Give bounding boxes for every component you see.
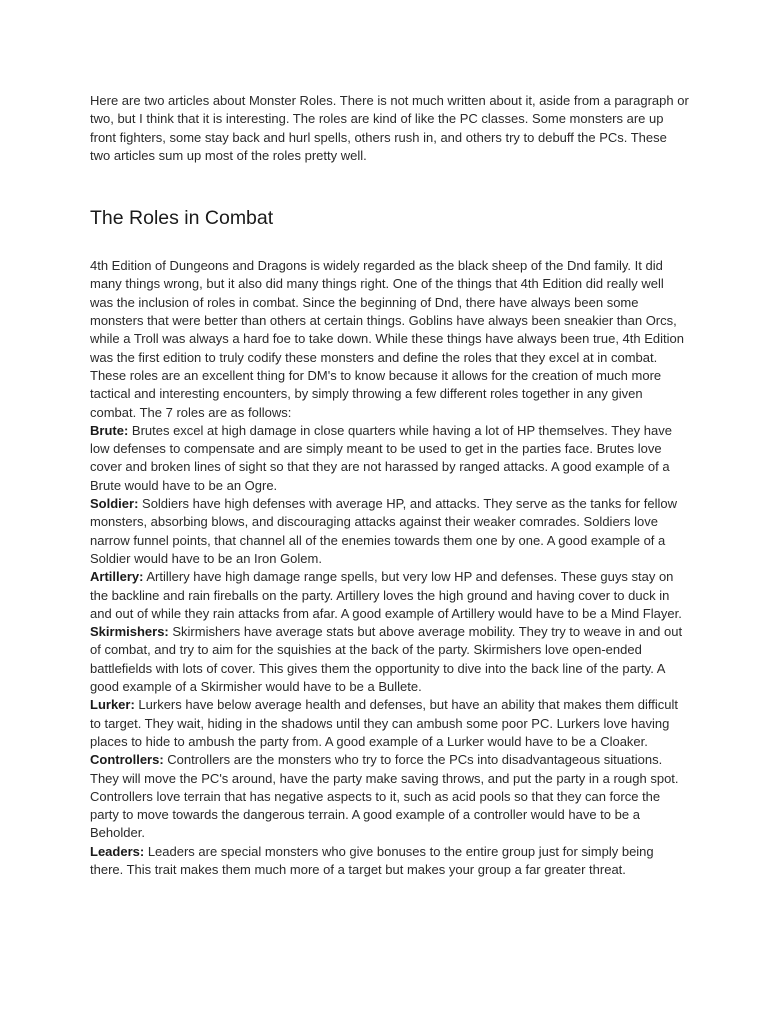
role-name: Controllers: bbox=[90, 752, 164, 768]
intro-paragraph: Here are two articles about Monster Roles. There is not much written about it, aside from a paragraph or two, but I think that it is interesting. The roles are kind of like the PC classes. Some monsters are up front fighters, some stay back and hurl spells, others rush in, and others try to debuff the PCs. These two articles sum up most of the roles pretty well. bbox=[90, 93, 689, 163]
role-soldier bbox=[90, 495, 690, 568]
role-description: Leaders are special monsters who give bonuses to the entire group just for simply being there. This trait makes them much more of a target but makes your group a far greater threat. bbox=[90, 843, 654, 877]
document-page bbox=[90, 92, 690, 879]
role-leaders bbox=[90, 843, 690, 880]
role-name: Leaders: bbox=[90, 843, 145, 859]
role-name: Soldier: bbox=[90, 496, 139, 512]
role-description: Skirmishers have average stats but above average mobility. They try to weave in and out of combat, and try to aim for the squishies at the back of the party. Skirmishers love open-ended battlefields with lots of cover. This gives them the opportunity to dive into the back line of the party. A good example of a Skirmisher would have to be a Bullete. bbox=[90, 624, 683, 695]
body-paragraph: 4th Edition of Dungeons and Dragons is widely regarded as the black sheep of the Dnd family. It did many things wrong, but it also did many things right. One of the things that 4th Edition did really well was the inclusion of roles in combat. Since the beginning of Dnd, there have always been some monsters that were better than others at certain things. Goblins have always been sneakier than Orcs, while a Troll was always a hard foe to take down. While these things have always been true, 4th Edition was the first edition to truly codify these monsters and define the roles that they excel at in combat. These roles are an excellent thing for DM's to know because it allows for the creation of much more tactical and interesting encounters, by simply throwing a few different roles together in any given combat. The 7 roles are as follows: bbox=[90, 258, 684, 420]
roles-list bbox=[90, 422, 690, 879]
role-artillery bbox=[90, 568, 690, 623]
role-description: Controllers are the monsters who try to force the PCs into disadvantageous situations. They will move the PC's around, have the party make saving throws, and put the party in a rough spot. Controllers love terrain that has negative aspects to it, such as acid pools so that they can force the party to move towards the dangerous terrain. A good example of a controller would have to be a Beholder. bbox=[90, 752, 679, 841]
role-name: Artillery: bbox=[90, 569, 144, 585]
role-controllers bbox=[90, 751, 690, 842]
role-lurker bbox=[90, 696, 690, 751]
role-name: Skirmishers: bbox=[90, 624, 169, 640]
role-skirmishers bbox=[90, 623, 690, 696]
role-description: Artillery have high damage range spells, but very low HP and defenses. These guys stay on the backline and rain fireballs on the party. Artillery loves the high ground and having cover to duck in and out of while they rain attacks from afar. A good example of Artillery would have to be a Mind Flayer. bbox=[90, 569, 682, 621]
role-name: Lurker: bbox=[90, 697, 135, 713]
role-name: Brute: bbox=[90, 422, 129, 438]
role-description: Soldiers have high defenses with average HP, and attacks. They serve as the tanks for fellow monsters, absorbing blows, and discouraging attacks against their weaker comrades. Soldiers love narrow funnel points, that channel all of the enemies towards them one by one. A good example of a Soldier would have to be an Iron Golem. bbox=[90, 496, 678, 566]
section-heading: The Roles in Combat bbox=[90, 207, 274, 230]
role-brute bbox=[90, 422, 690, 495]
role-description: Brutes excel at high damage in close quarters while having a lot of HP themselves. They have low defenses to compensate and are simply meant to be used to get in the parties face. Brutes love cover and broken lines of sight so that they are not harassed by ranged attacks. A good example of a Brute would have to be an Ogre. bbox=[90, 422, 672, 493]
role-description: Lurkers have below average health and defenses, but have an ability that makes them difficult to target. They wait, hiding in the shadows until they can ambush some poor PC. Lurkers love having places to hide to ambush the party from. A good example of a Lurker would have to be a Cloaker. bbox=[90, 697, 678, 749]
